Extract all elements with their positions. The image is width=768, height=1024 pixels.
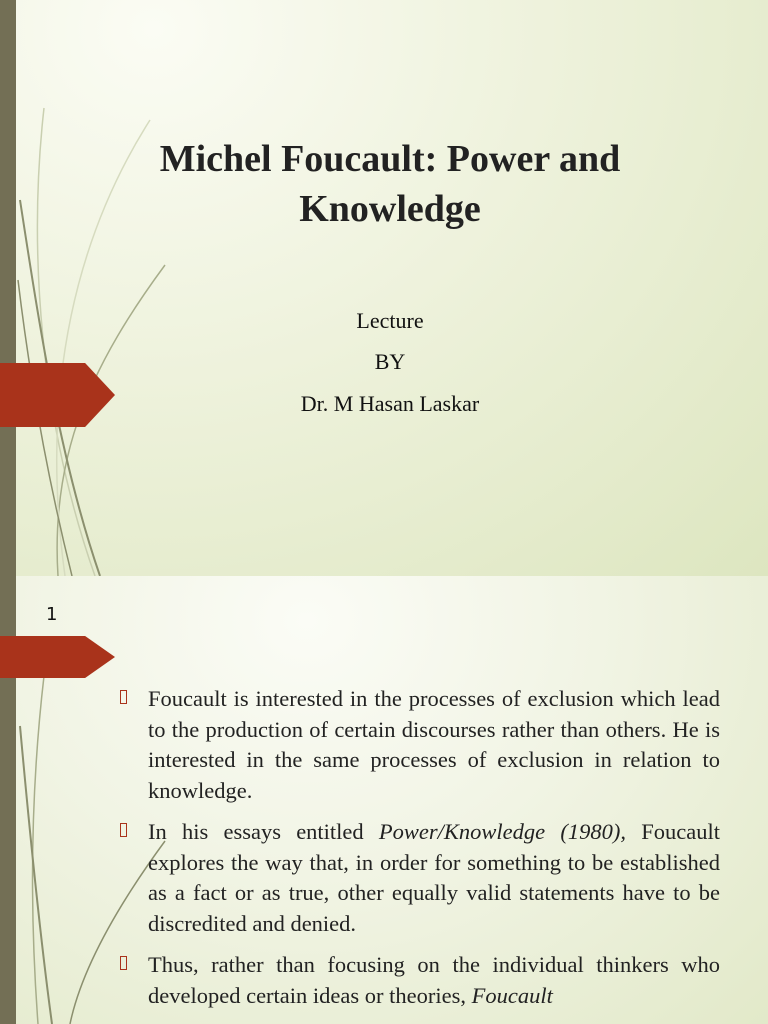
- subtitle-author: Dr. M Hasan Laskar: [300, 391, 480, 416]
- bullet-box-icon: [120, 823, 127, 837]
- bullet-text-after: Foucault explores the way that, in order for something to be established as a fact or as true, other equally valid statements have to be discredited and denied.: [148, 819, 720, 936]
- content-slide: [0, 576, 768, 1024]
- bullet-text-italic: Foucault: [471, 982, 553, 1008]
- subtitle-by: BY: [374, 349, 406, 374]
- bullet-text-before: Thus, rather than focusing on the individual thinkers who developed certain ideas or theories,: [148, 952, 720, 1008]
- bullet-box-icon: [120, 956, 127, 970]
- subtitle-lecture: Lecture: [356, 308, 424, 333]
- left-accent-bar: [0, 0, 16, 576]
- list-item: [120, 950, 720, 1011]
- bullet-box-icon: [120, 690, 127, 704]
- bullet-text: Foucault is interested in the processes of exclusion which lead to the production of certain discourses rather than others. He is interested in the same processes of exclusion in relation to knowledge.: [148, 686, 720, 803]
- slide-number: 1: [46, 604, 58, 625]
- arrow-tab-shape: [0, 636, 115, 678]
- slide-title: Michel Foucault: Power and Knowledge: [159, 138, 621, 230]
- bullet-list: [120, 684, 720, 1022]
- arrow-tab-shape: [0, 363, 115, 427]
- list-item: [120, 684, 720, 806]
- bullet-text-before: In his essays entitled: [148, 819, 379, 844]
- list-item: [120, 817, 720, 939]
- bullet-text-italic: Power/Knowledge (1980),: [378, 819, 627, 844]
